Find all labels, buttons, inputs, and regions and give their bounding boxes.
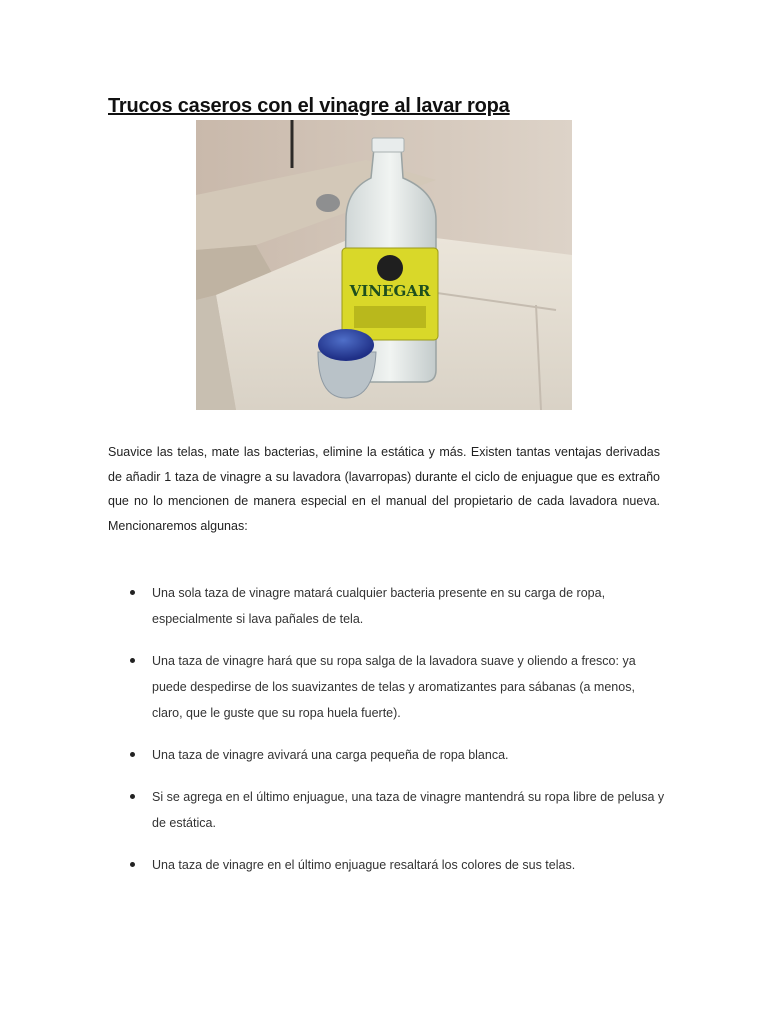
bullet-icon (130, 752, 135, 757)
intro-paragraph: Suavice las telas, mate las bacterias, elimine la estática y más. Existen tantas ventajas derivadas de añadir 1 taza de vinagre a su lavadora (lavarropas) durante el ciclo de enjuague que es extraño que no lo mencionen de manera especial en el manual del propietario de cada lavadora nueva. Mencionaremos algunas: (108, 445, 660, 533)
vinegar-bottle-photo (196, 120, 572, 410)
bullet-icon (130, 862, 135, 867)
bullet-icon (130, 794, 135, 799)
list-item (108, 648, 668, 726)
list-item (108, 742, 668, 768)
list-item-text: Una taza de vinagre hará que su ropa salga de la lavadora suave y oliendo a fresco: ya puede despedirse de los suavizantes de telas y aromatizantes para sábanas (a menos, claro, que le guste que su ropa huela fuerte). (152, 654, 636, 720)
list-item (108, 580, 668, 632)
tips-list (108, 580, 668, 894)
bullet-icon (130, 590, 135, 595)
list-item-text: Una taza de vinagre avivará una carga pequeña de ropa blanca. (152, 748, 509, 762)
list-item (108, 852, 668, 878)
list-item (108, 784, 668, 836)
list-item-text: Una sola taza de vinagre matará cualquier bacteria presente en su carga de ropa, especialmente si lava pañales de tela. (152, 586, 606, 626)
list-item-text: Si se agrega en el último enjuague, una taza de vinagre mantendrá su ropa libre de pelusa y de estática. (152, 790, 665, 830)
bullet-icon (130, 658, 135, 663)
document-title: Trucos caseros con el vinagre al lavar ropa (108, 95, 510, 117)
bottle-label-text: VINEGAR (349, 282, 431, 300)
list-item-text: Una taza de vinagre en el último enjuague resaltará los colores de sus telas. (152, 858, 576, 872)
